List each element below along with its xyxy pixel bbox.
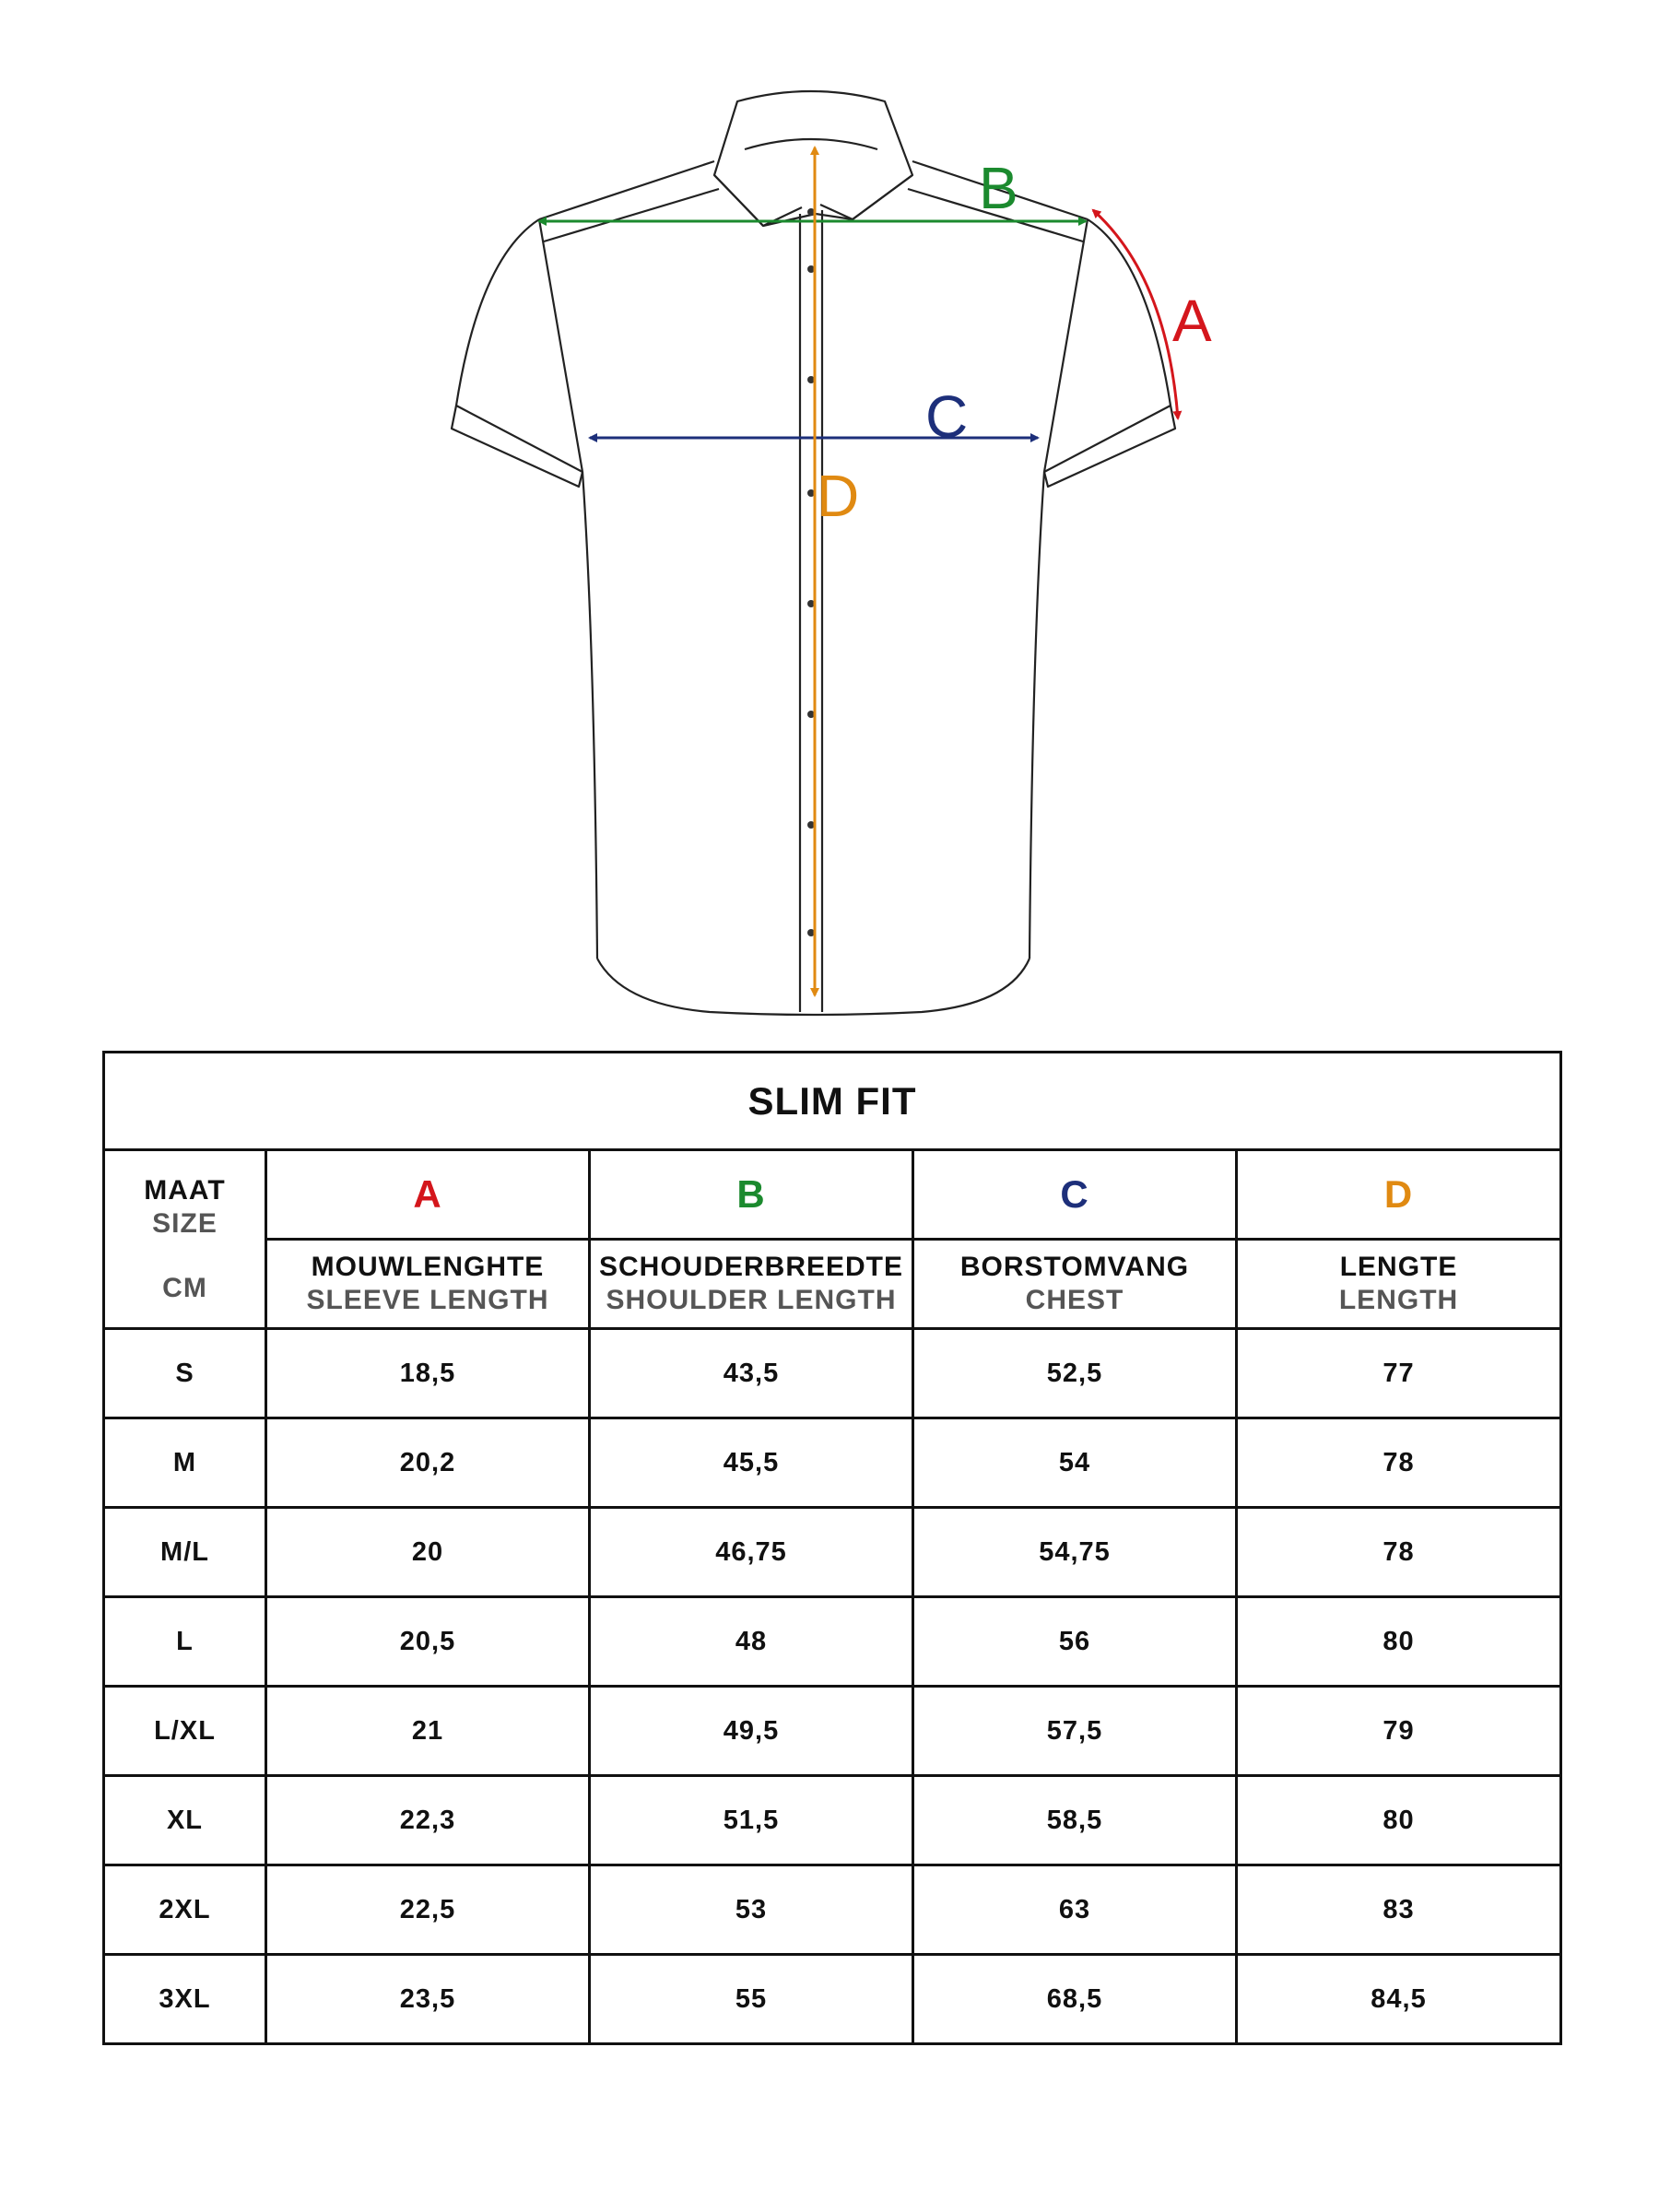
shoulder-length-cell: 45,5 xyxy=(590,1418,913,1508)
length-cell: 79 xyxy=(1237,1687,1561,1776)
column-label-b xyxy=(590,1240,913,1329)
chest-cell: 57,5 xyxy=(913,1687,1237,1776)
column-label-nl: MOUWLENGHTE xyxy=(311,1252,545,1282)
sleeve-length-cell: 20 xyxy=(266,1508,590,1597)
size-cell: M xyxy=(104,1418,266,1508)
sleeve-length-cell: 22,5 xyxy=(266,1865,590,1955)
size-cell: XL xyxy=(104,1776,266,1865)
column-label-en: SLEEVE LENGTH xyxy=(306,1285,549,1315)
shoulder-length-cell: 43,5 xyxy=(590,1329,913,1418)
size-header-nl: MAAT xyxy=(144,1174,226,1206)
diagram-letter-c: C xyxy=(925,383,969,450)
column-label-nl: LENGTE xyxy=(1339,1252,1458,1282)
chest-cell: 56 xyxy=(913,1597,1237,1687)
chest-cell: 52,5 xyxy=(913,1329,1237,1418)
table-row xyxy=(104,1687,1561,1776)
length-cell: 80 xyxy=(1237,1597,1561,1687)
shoulder-length-cell: 49,5 xyxy=(590,1687,913,1776)
size-column-header xyxy=(104,1150,266,1329)
sleeve-length-cell: 21 xyxy=(266,1687,590,1776)
chest-cell: 54 xyxy=(913,1418,1237,1508)
diagram-letter-b: B xyxy=(979,155,1018,221)
column-label-nl: SCHOUDERBREEDTE xyxy=(598,1252,904,1282)
size-cell: 3XL xyxy=(104,1955,266,2044)
table-row xyxy=(104,1597,1561,1687)
size-header-en: SIZE xyxy=(152,1207,218,1239)
sleeve-length-cell: 23,5 xyxy=(266,1955,590,2044)
sleeve-measure-line xyxy=(1093,210,1178,418)
column-label-en: LENGTH xyxy=(1338,1285,1459,1315)
size-cell: L/XL xyxy=(104,1687,266,1776)
table-row xyxy=(104,1776,1561,1865)
shoulder-length-cell: 51,5 xyxy=(590,1776,913,1865)
size-cell: L xyxy=(104,1597,266,1687)
column-label-c xyxy=(913,1240,1237,1329)
length-cell: 77 xyxy=(1237,1329,1561,1418)
table-title-row xyxy=(104,1053,1561,1150)
column-letter-d: D xyxy=(1237,1150,1561,1240)
table-row xyxy=(104,1865,1561,1955)
shoulder-length-cell: 46,75 xyxy=(590,1508,913,1597)
table-row xyxy=(104,1418,1561,1508)
size-chart-table xyxy=(102,1051,1562,2045)
size-cell: M/L xyxy=(104,1508,266,1597)
length-cell: 78 xyxy=(1237,1508,1561,1597)
length-cell: 84,5 xyxy=(1237,1955,1561,2044)
column-label-nl: BORSTOMVANG xyxy=(959,1252,1190,1282)
letter-header-row xyxy=(104,1150,1561,1240)
sleeve-length-cell: 20,2 xyxy=(266,1418,590,1508)
shoulder-length-cell: 53 xyxy=(590,1865,913,1955)
length-cell: 83 xyxy=(1237,1865,1561,1955)
size-header-unit: CM xyxy=(162,1272,207,1303)
sleeve-length-cell: 18,5 xyxy=(266,1329,590,1418)
diagram-letter-d: D xyxy=(817,463,860,529)
length-cell: 80 xyxy=(1237,1776,1561,1865)
chest-cell: 58,5 xyxy=(913,1776,1237,1865)
column-label-a xyxy=(266,1240,590,1329)
size-cell: 2XL xyxy=(104,1865,266,1955)
sleeve-length-cell: 20,5 xyxy=(266,1597,590,1687)
chest-cell: 68,5 xyxy=(913,1955,1237,2044)
table-title: SLIM FIT xyxy=(104,1053,1561,1150)
chest-cell: 63 xyxy=(913,1865,1237,1955)
column-label-en: SHOULDER LENGTH xyxy=(606,1285,897,1315)
column-letter-c: C xyxy=(913,1150,1237,1240)
column-letter-a: A xyxy=(266,1150,590,1240)
length-cell: 78 xyxy=(1237,1418,1561,1508)
table-row xyxy=(104,1329,1561,1418)
column-letter-b: B xyxy=(590,1150,913,1240)
column-label-en: CHEST xyxy=(1025,1285,1124,1315)
chest-cell: 54,75 xyxy=(913,1508,1237,1597)
shoulder-length-cell: 55 xyxy=(590,1955,913,2044)
sleeve-length-cell: 22,3 xyxy=(266,1776,590,1865)
table-row xyxy=(104,1955,1561,2044)
diagram-letter-a: A xyxy=(1172,288,1212,354)
table-row xyxy=(104,1508,1561,1597)
shoulder-length-cell: 48 xyxy=(590,1597,913,1687)
label-header-row xyxy=(104,1240,1561,1329)
size-cell: S xyxy=(104,1329,266,1418)
shirt-measurement-diagram xyxy=(0,0,1659,1032)
column-label-d xyxy=(1237,1240,1561,1329)
